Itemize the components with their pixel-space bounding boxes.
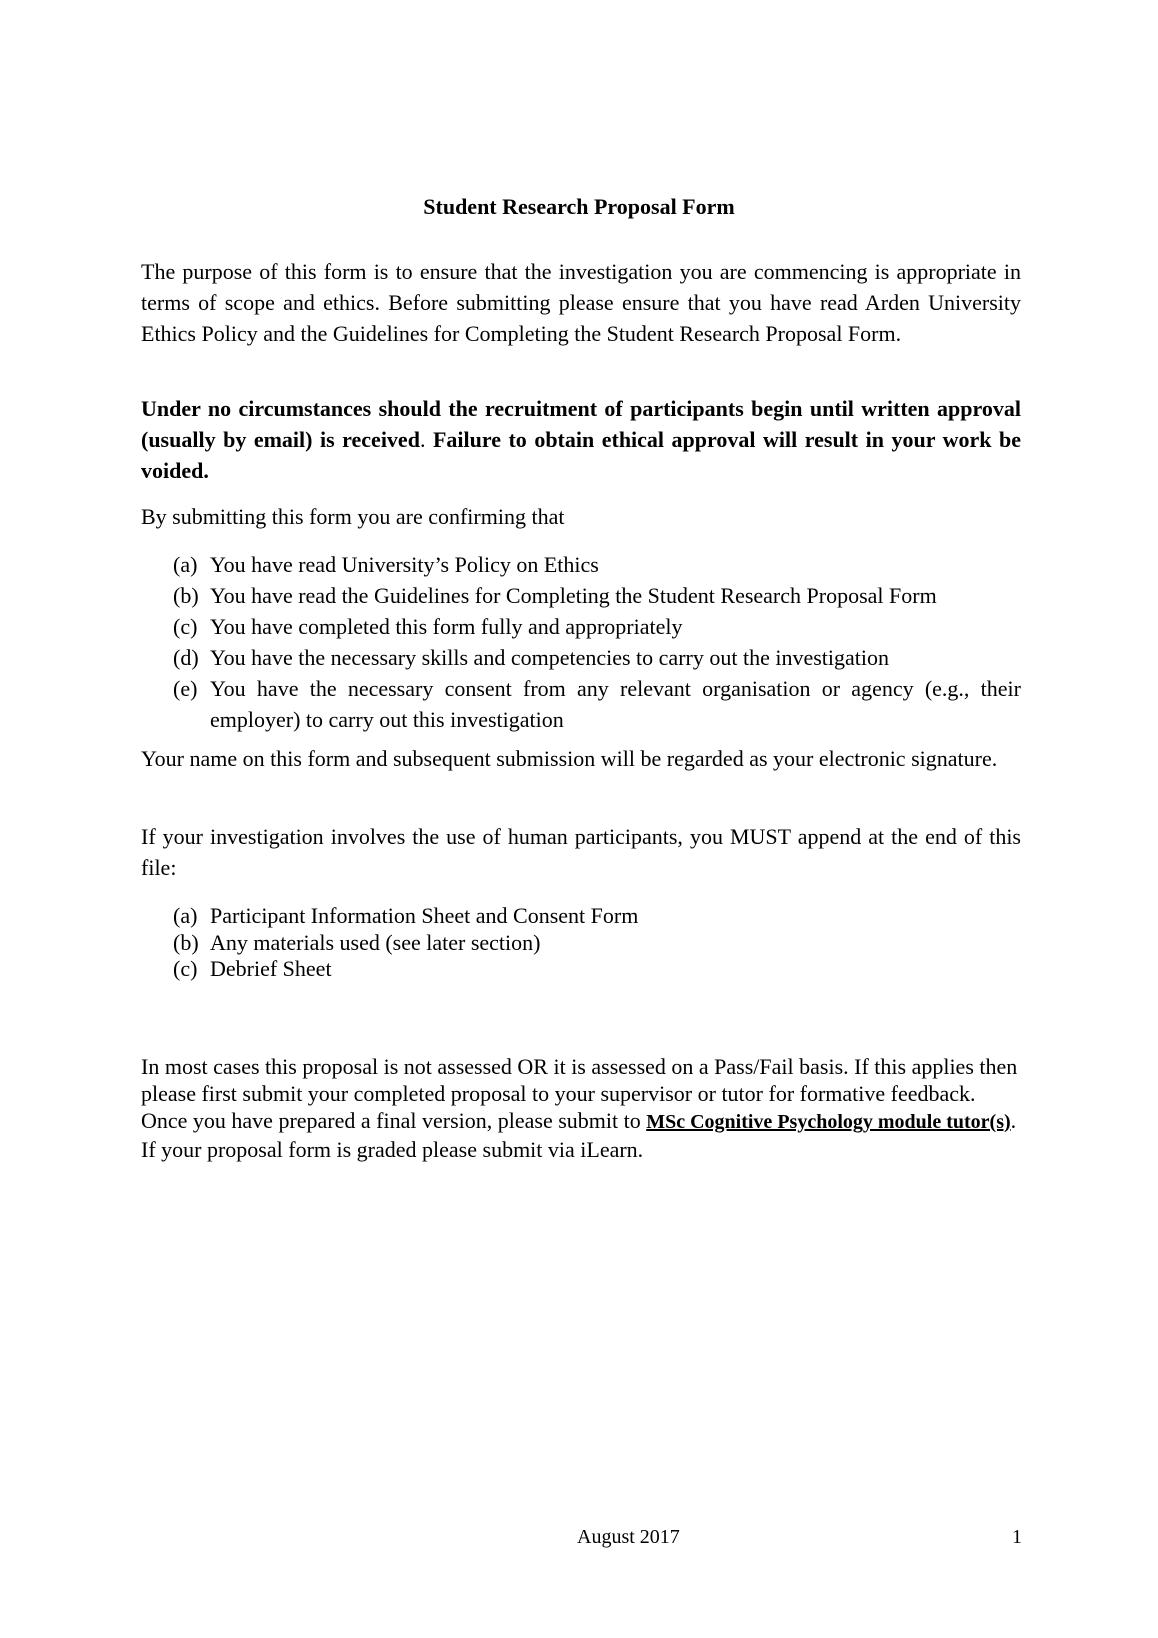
closing-text-1: In most cases this proposal is not assessed OR it is assessed on a Pass/Fail basis. If this applies then please first submit your completed proposal to your supervisor or tutor for formative feedback. Once you have prepared a final version, please submit to [141,1054,1018,1133]
list-item [173,580,1021,611]
confirm-lead [141,501,1021,532]
list-marker: (a) [173,903,198,928]
list-item-text: You have the necessary skills and competencies to carry out the investigation [210,645,889,670]
list-item [173,642,1021,673]
list-marker: (a) [173,552,198,577]
confirm-lead-text: By submitting this form you are confirming that [141,504,565,529]
footer-date: August 2017 [577,1526,680,1548]
page-title: Student Research Proposal Form [423,194,735,219]
warning-separator: . [419,427,426,452]
intro-text: The purpose of this form is to ensure that the investigation you are commencing is appropriate in terms of scope and ethics. Before submitting please ensure that you have read Arden University Ethics Policy and the Guidelines for Completing the Student Research Proposal Form. [141,259,1021,346]
list-marker: (c) [173,956,198,981]
list-marker: (c) [173,614,198,639]
warning-text-2: Failure to obtain ethical approval will result in your work be voided. [141,427,1021,483]
tutor-link[interactable]: MSc Cognitive Psychology module tutor(s) [646,1111,1011,1133]
warning-paragraph [141,393,1021,486]
warning-text-1: Under no circumstances should the recruitment of participants begin until written approval (usually by email) is received [141,396,1021,452]
list-item-text: Participant Information Sheet and Consent Form [210,903,639,928]
intro-paragraph [141,256,1021,349]
list-item-text: Debrief Sheet [210,956,332,981]
append-lead-text: If your investigation involves the use of human participants, you MUST append at the end of this file: [141,824,1021,880]
list-item-text: You have the necessary consent from any relevant organisation or agency (e.g., their employer) to carry out this investigation [210,676,1021,732]
list-item [173,549,1021,580]
list-item [173,930,1021,957]
list-item-text: You have read University’s Policy on Ethics [210,552,599,577]
list-item-text: You have read the Guidelines for Completing the Student Research Proposal Form [210,583,937,608]
signature-paragraph [141,743,1021,774]
list-marker: (b) [173,929,199,955]
append-list [173,903,1021,983]
list-item [173,903,1021,930]
list-marker: (d) [173,645,199,670]
closing-paragraph [141,1053,1021,1163]
list-marker: (b) [173,583,199,608]
list-item-text: You have completed this form fully and appropriately [210,614,683,639]
list-item [173,611,1021,642]
page-number: 1 [1012,1526,1022,1548]
list-marker: (e) [173,676,198,701]
list-item [173,673,1021,735]
signature-text: Your name on this form and subsequent submission will be regarded as your electronic signature. [141,746,998,771]
append-lead [141,821,1021,883]
confirm-list [173,549,1021,735]
list-item [173,956,1021,983]
list-item-text: Any materials used (see later section) [210,929,541,955]
closing-text-2: . If your proposal form is graded please submit via iLearn. [141,1108,1017,1162]
